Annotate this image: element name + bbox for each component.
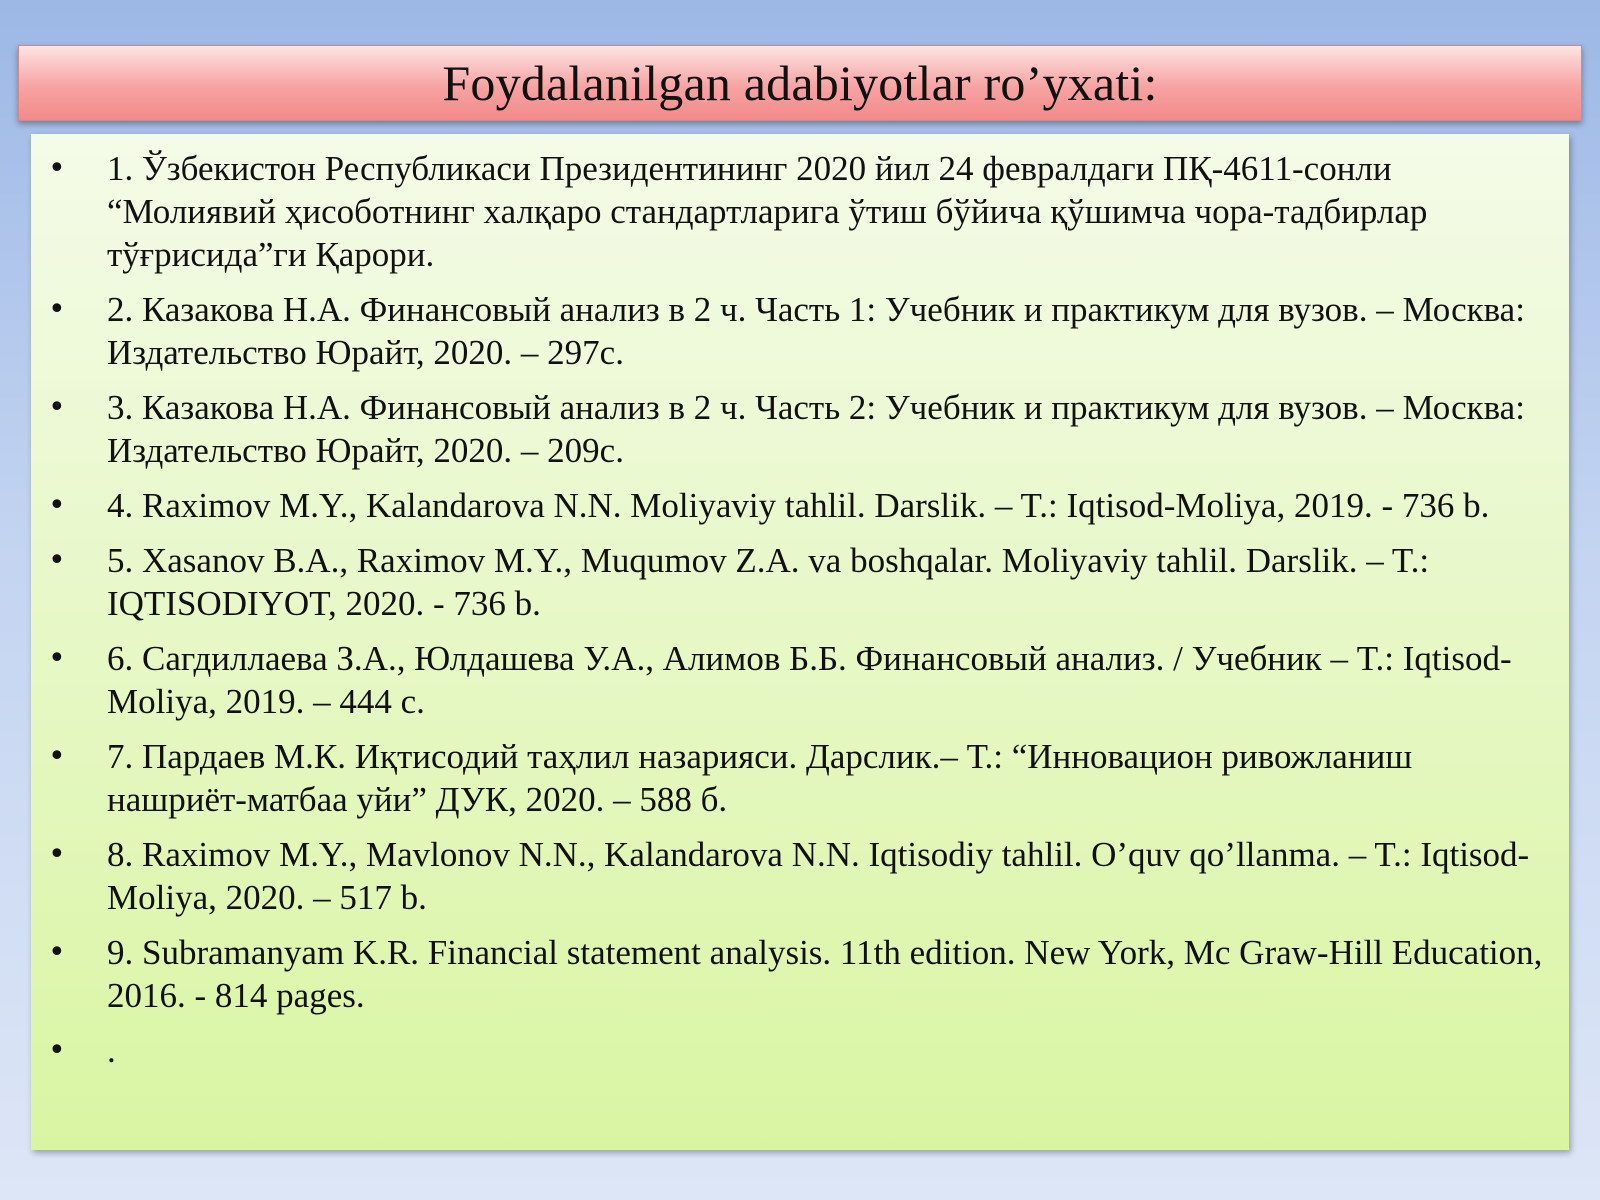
bullet-icon: • — [48, 935, 66, 970]
list-item — [31, 833, 1569, 919]
bullet-icon: • — [48, 151, 66, 186]
page-title: Foydalanilgan adabiyotlar ro’yxati: — [442, 55, 1158, 111]
reference-text: 5. Xasanov B.A., Raximov M.Y., Muqumov Z.A. va boshqalar. Moliyaviy tahlil. Darslik. – T.: IQTISODIYOT, 2020. - 736 b. — [107, 541, 1430, 623]
list-item — [31, 539, 1569, 625]
list-item — [31, 147, 1569, 276]
bullet-icon: • — [48, 641, 66, 676]
bullet-icon: • — [48, 292, 66, 327]
reference-text: 8. Raximov M.Y., Mavlonov N.N., Kalandarova N.N. Iqtisodiy tahlil. O’quv qo’llanma. – T.: Iqtisod-Moliya, 2020. – 517 b. — [107, 835, 1530, 917]
list-item — [31, 484, 1569, 527]
list-item — [31, 386, 1569, 472]
list-item — [31, 735, 1569, 821]
reference-text: 2. Казакова Н.А. Финансовый анализ в 2 ч. Часть 1: Учебник и практикум для вузов. – Москва: Издательство Юрайт, 2020. – 297с. — [107, 290, 1525, 372]
reference-text: 4. Raximov M.Y., Kalandarova N.N. Moliyaviy tahlil. Darslik. – T.: Iqtisod-Moliya, 2019. - 736 b. — [107, 486, 1490, 525]
reference-text: 6. Сагдиллаева З.А., Юлдашева У.А., Алимов Б.Б. Финансовый анализ. / Учебник – T.: Iqtisod-Moliya, 2019. – 444 с. — [107, 639, 1512, 721]
list-item — [31, 637, 1569, 723]
bullet-icon: • — [48, 390, 66, 425]
bullet-icon: • — [48, 837, 66, 872]
title-banner — [18, 45, 1582, 121]
references-panel — [31, 134, 1569, 1150]
reference-text: . — [107, 1031, 116, 1070]
list-item — [31, 931, 1569, 1017]
reference-text: 7. Пардаев М.К. Иқтисодий таҳлил назарияси. Дарслик.– Т.: “Инновацион ривожланиш нашриёт-матбаа уйи” ДУК, 2020. – 588 б. — [107, 737, 1413, 819]
list-item — [31, 1029, 1569, 1072]
reference-text: 9. Subramanyam K.R. Financial statement analysis. 11th edition. New York, Mc Graw-Hill Education, 2016. - 814 pages. — [107, 933, 1543, 1015]
bullet-icon: • — [48, 1033, 66, 1068]
references-list — [31, 147, 1569, 1084]
list-item — [31, 288, 1569, 374]
reference-text: 3. Казакова Н.А. Финансовый анализ в 2 ч. Часть 2: Учебник и практикум для вузов. – Москва: Издательство Юрайт, 2020. – 209с. — [107, 388, 1525, 470]
reference-text: 1. Ўзбекистон Республикаси Президентининг 2020 йил 24 февралдаги ПҚ-4611-сонли “Молиявий ҳисоботнинг халқаро стандартларига ўтиш бўйича қўшимча чора-тадбирлар тўғрисида”ги Қарори. — [107, 149, 1428, 274]
bullet-icon: • — [48, 488, 66, 523]
bullet-icon: • — [48, 543, 66, 578]
bullet-icon: • — [48, 739, 66, 774]
